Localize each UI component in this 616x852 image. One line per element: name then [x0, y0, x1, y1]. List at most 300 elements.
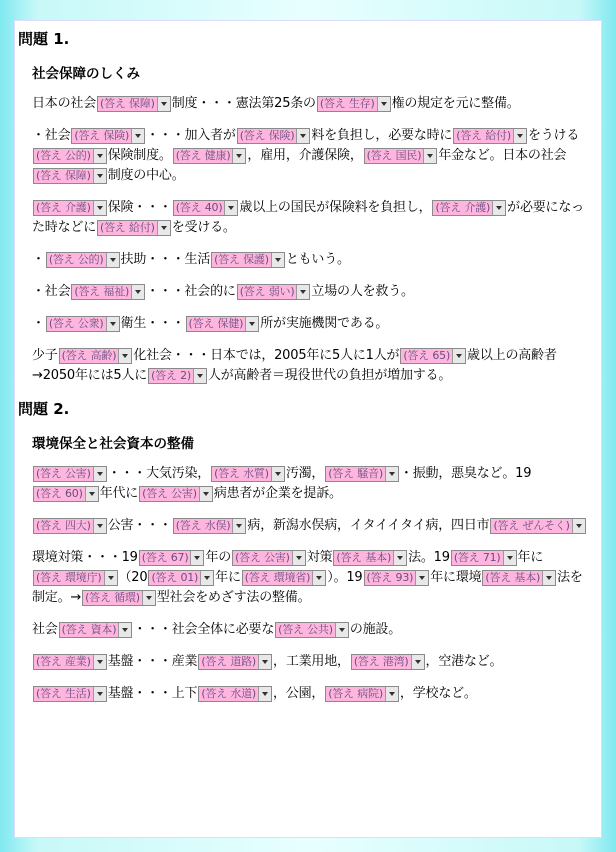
answer-label: (答え	[366, 570, 393, 584]
answer-dropdown[interactable]	[490, 518, 585, 534]
answer-dropdown[interactable]	[232, 550, 306, 566]
answer-label: (答え	[328, 686, 354, 700]
chevron-down-icon[interactable]	[377, 97, 390, 111]
answer-dropdown[interactable]	[333, 550, 407, 566]
chevron-down-icon[interactable]	[335, 623, 348, 637]
answer-label: (答え	[85, 590, 111, 604]
answer-value: 福祉)	[103, 284, 130, 298]
answer-dropdown[interactable]	[59, 622, 133, 638]
chevron-down-icon[interactable]	[572, 519, 585, 533]
answer-dropdown-value	[452, 551, 503, 565]
answer-value: 給付)	[129, 220, 155, 234]
question-1-title: 問題 1.	[18, 30, 70, 48]
answer-dropdown-value	[34, 655, 93, 669]
paragraph-text: 年に	[517, 550, 544, 565]
answer-dropdown-value	[140, 551, 191, 565]
answer-dropdown[interactable]	[71, 128, 145, 144]
answer-value: 公害)	[264, 550, 290, 564]
answer-value: 道路)	[230, 654, 257, 668]
chevron-down-icon[interactable]	[93, 169, 106, 183]
paragraph	[32, 346, 592, 386]
chevron-down-icon[interactable]	[142, 591, 155, 605]
answer-dropdown-value	[34, 487, 85, 501]
chevron-down-icon[interactable]	[106, 317, 119, 331]
answer-value: 保障)	[65, 168, 91, 182]
chevron-down-icon[interactable]	[93, 687, 106, 701]
chevron-down-icon[interactable]	[411, 655, 424, 669]
paragraph-text: （20	[118, 570, 148, 585]
paragraph-text: ともいう。	[285, 252, 350, 267]
paragraph-text: ）。19	[327, 570, 363, 585]
answer-dropdown[interactable]	[97, 96, 171, 112]
answer-dropdown-value	[34, 169, 93, 183]
paragraph-text: 制度の中心。	[107, 168, 185, 183]
chevron-down-icon[interactable]	[157, 221, 170, 235]
answer-dropdown[interactable]	[33, 168, 107, 184]
chevron-down-icon[interactable]	[542, 571, 555, 585]
chevron-down-icon[interactable]	[118, 349, 131, 363]
answer-label: (答え	[453, 550, 480, 564]
chevron-down-icon[interactable]	[106, 253, 119, 267]
answer-value: 高齢)	[90, 348, 117, 362]
answer-dropdown[interactable]	[242, 570, 327, 586]
question-2	[18, 398, 598, 704]
answer-dropdown-value	[352, 655, 411, 669]
answer-label: (答え	[151, 368, 177, 382]
answer-label: (答え	[336, 550, 363, 564]
answer-label: (答え	[100, 220, 126, 234]
chevron-down-icon[interactable]	[271, 253, 284, 267]
answer-dropdown-value	[174, 201, 225, 215]
answer-dropdown[interactable]	[325, 466, 399, 482]
paragraph-text: ，工業用地，	[273, 654, 350, 669]
answer-dropdown[interactable]	[46, 316, 120, 332]
chevron-down-icon[interactable]	[385, 687, 398, 701]
paragraph-text: 社会	[32, 622, 58, 637]
paragraph-text: 公害・・・	[107, 518, 172, 533]
answer-value: 65)	[432, 348, 451, 362]
paragraph-text: 料を負担し，必要な時に	[311, 128, 453, 143]
chevron-down-icon[interactable]	[271, 467, 284, 481]
answer-label: (答え	[366, 148, 393, 162]
answer-dropdown[interactable]	[237, 128, 311, 144]
paragraph-text: 少子	[32, 348, 58, 363]
answer-value: 生存)	[348, 96, 375, 110]
answer-dropdown-value	[212, 253, 271, 267]
answer-value: 水質)	[243, 466, 269, 480]
chevron-down-icon[interactable]	[157, 97, 170, 111]
answer-value: 67)	[170, 550, 189, 564]
paragraph	[32, 126, 592, 186]
answer-dropdown[interactable]	[173, 148, 247, 164]
paragraph-text: 基盤・・・産業	[107, 654, 198, 669]
answer-dropdown-value	[212, 467, 271, 481]
paragraph-text: 立場の人を救う。	[311, 284, 414, 299]
answer-dropdown-value	[72, 129, 131, 143]
paragraph-text: ，公園，	[273, 686, 325, 701]
answer-label: (答え	[201, 686, 228, 700]
paragraph-text: ・・・加入者が	[146, 128, 236, 143]
answer-label: (答え	[188, 316, 215, 330]
answer-dropdown-value	[34, 149, 93, 163]
answer-dropdown-value	[334, 551, 393, 565]
paragraph-text: 環境対策・・・19	[32, 550, 138, 565]
answer-value: 弱い)	[268, 284, 295, 298]
chevron-down-icon[interactable]	[193, 369, 206, 383]
paragraph-text: ・・・社会的に	[146, 284, 236, 299]
answer-value: 93)	[395, 570, 414, 584]
answer-label: (答え	[151, 570, 178, 584]
chevron-down-icon[interactable]	[513, 129, 526, 143]
answer-dropdown[interactable]	[482, 570, 556, 586]
answer-dropdown[interactable]	[139, 486, 213, 502]
question-1-paragraphs	[32, 94, 592, 386]
chevron-down-icon[interactable]	[393, 551, 406, 565]
chevron-down-icon[interactable]	[492, 201, 505, 215]
answer-value: 港湾)	[382, 654, 409, 668]
answer-value: 生活)	[65, 686, 91, 700]
paragraph-text: 年に	[215, 570, 241, 585]
paragraph	[32, 282, 592, 302]
chevron-down-icon[interactable]	[190, 551, 203, 565]
paragraph-text: をうける	[527, 128, 580, 143]
answer-dropdown[interactable]	[173, 518, 247, 534]
paragraph-text: 歳以上の高齢者→2050年には5人に	[32, 348, 557, 383]
answer-dropdown[interactable]	[198, 686, 272, 702]
paragraph	[32, 684, 592, 704]
answer-value: 公共)	[307, 622, 333, 636]
answer-value: 公害)	[65, 466, 91, 480]
answer-value: 産業)	[65, 654, 91, 668]
chevron-down-icon[interactable]	[85, 487, 98, 501]
answer-value: 保健)	[217, 316, 244, 330]
answer-dropdown-value	[483, 571, 542, 585]
paragraph-text: 年代に	[99, 486, 139, 501]
answer-dropdown[interactable]	[451, 550, 517, 566]
chevron-down-icon[interactable]	[296, 129, 309, 143]
answer-dropdown-value	[326, 687, 385, 701]
answer-value: 公的)	[65, 148, 91, 162]
answer-label: (答え	[36, 200, 62, 214]
answer-label: (答え	[48, 316, 75, 330]
paragraph-text: ・	[32, 252, 45, 267]
answer-label: (答え	[36, 466, 62, 480]
answer-label: (答え	[36, 654, 62, 668]
answer-value: 基本)	[514, 570, 541, 584]
answer-value: 71)	[482, 550, 501, 564]
answer-dropdown[interactable]	[325, 686, 399, 702]
answer-dropdown[interactable]	[351, 654, 425, 670]
answer-dropdown[interactable]	[148, 368, 207, 384]
answer-value: 資本)	[90, 622, 117, 636]
answer-dropdown-value	[238, 285, 297, 299]
answer-label: (答え	[403, 348, 430, 362]
answer-label: (答え	[235, 550, 261, 564]
answer-dropdown[interactable]	[275, 622, 349, 638]
chevron-down-icon[interactable]	[232, 149, 245, 163]
answer-dropdown[interactable]	[82, 590, 156, 606]
answer-dropdown[interactable]	[148, 570, 214, 586]
answer-dropdown[interactable]	[173, 200, 239, 216]
answer-label: (答え	[214, 466, 240, 480]
paragraph	[32, 464, 592, 504]
answer-value: 01)	[180, 570, 199, 584]
chevron-down-icon[interactable]	[200, 571, 213, 585]
answer-label: (答え	[36, 168, 62, 182]
answer-value: 40)	[204, 200, 223, 214]
paragraph-text: 日本の社会	[32, 96, 97, 111]
chevron-down-icon[interactable]	[385, 467, 398, 481]
answer-dropdown[interactable]	[71, 284, 145, 300]
answer-label: (答え	[214, 252, 240, 266]
answer-dropdown-value	[83, 591, 142, 605]
paragraph-text: 年の	[205, 550, 232, 565]
paragraph-text: ・振動，悪臭など。19	[399, 466, 532, 481]
answer-label: (答え	[175, 200, 202, 214]
answer-value: 公衆)	[77, 316, 104, 330]
paragraph-text: 汚濁，	[285, 466, 325, 481]
chevron-down-icon[interactable]	[118, 623, 131, 637]
paragraph	[32, 250, 592, 270]
answer-dropdown[interactable]	[33, 654, 107, 670]
question-2-subtitle: 環境保全と社会資本の整備	[32, 436, 194, 452]
answer-value: 保険)	[103, 128, 130, 142]
answer-dropdown[interactable]	[33, 148, 107, 164]
chevron-down-icon[interactable]	[93, 519, 106, 533]
answer-dropdown-value	[365, 149, 424, 163]
answer-value: 介護)	[65, 200, 91, 214]
answer-value: 循環)	[114, 590, 140, 604]
chevron-down-icon[interactable]	[245, 317, 258, 331]
paragraph-text: 法を制定。→	[32, 570, 583, 605]
paragraph-text: 権の規定を元に整備。	[391, 96, 520, 111]
paragraph-text: ・社会	[32, 128, 71, 143]
chevron-down-icon[interactable]	[423, 149, 436, 163]
answer-label: (答え	[328, 466, 354, 480]
answer-dropdown-value	[238, 129, 297, 143]
paragraph-text: ・社会	[32, 284, 71, 299]
paragraph-text: 扶助・・・生活	[120, 252, 211, 267]
answer-value: 騒音)	[357, 466, 383, 480]
answer-label: (答え	[141, 550, 168, 564]
paragraph	[32, 314, 592, 334]
chevron-down-icon[interactable]	[199, 487, 212, 501]
answer-dropdown[interactable]	[317, 96, 391, 112]
answer-dropdown-value	[233, 551, 292, 565]
question-2-title: 問題 2.	[18, 400, 70, 418]
answer-dropdown-value	[47, 317, 106, 331]
worksheet-content	[18, 28, 598, 716]
answer-dropdown[interactable]	[364, 570, 430, 586]
question-2-paragraphs	[32, 464, 592, 704]
answer-label: (答え	[36, 686, 62, 700]
question-1-subtitle: 社会保障のしくみ	[32, 66, 140, 82]
paragraph-text: 保険・・・	[107, 200, 172, 215]
chevron-down-icon[interactable]	[415, 571, 428, 585]
answer-label: (答え	[239, 128, 266, 142]
answer-label: (答え	[61, 348, 88, 362]
answer-value: 基本)	[365, 550, 392, 564]
answer-dropdown[interactable]	[453, 128, 527, 144]
answer-dropdown-value	[187, 317, 246, 331]
answer-dropdown-value	[318, 97, 377, 111]
answer-dropdown-value	[149, 369, 193, 383]
answer-label: (答え	[201, 654, 228, 668]
paragraph-text: 法。19	[408, 550, 450, 565]
answer-dropdown-value	[149, 571, 200, 585]
answer-label: (答え	[239, 284, 266, 298]
answer-value: 介護)	[464, 200, 491, 214]
chevron-down-icon[interactable]	[503, 551, 516, 565]
answer-value: 環境庁)	[65, 570, 102, 584]
answer-label: (答え	[36, 570, 62, 584]
paragraph-text: が必要になった時などに	[32, 200, 584, 235]
paragraph-text: ・・・社会全体に必要な	[133, 622, 275, 637]
paragraph-text: ・・・大気汚染，	[107, 466, 211, 481]
answer-value: 水俣)	[204, 518, 231, 532]
answer-dropdown-value	[34, 519, 93, 533]
paragraph-text: ，雇用，介護保険，	[247, 148, 363, 163]
answer-label: (答え	[36, 486, 62, 500]
answer-dropdown-value	[199, 687, 258, 701]
paragraph-text: 衛生・・・	[120, 316, 185, 331]
answer-dropdown-value	[433, 201, 492, 215]
answer-dropdown-value	[326, 467, 385, 481]
paragraph-text: 保険制度。	[107, 148, 172, 163]
answer-dropdown-value	[34, 571, 104, 585]
answer-dropdown-value	[60, 349, 119, 363]
answer-dropdown[interactable]	[139, 550, 205, 566]
answer-dropdown-value	[491, 519, 571, 533]
question-1	[18, 28, 598, 386]
answer-dropdown[interactable]	[237, 284, 311, 300]
answer-label: (答え	[61, 622, 88, 636]
chevron-down-icon[interactable]	[93, 201, 106, 215]
answer-value: 保護)	[243, 252, 269, 266]
answer-label: (答え	[278, 622, 304, 636]
answer-dropdown-value	[98, 97, 157, 111]
paragraph-text: 基盤・・・上下	[107, 686, 198, 701]
chevron-down-icon[interactable]	[93, 655, 106, 669]
answer-value: 保険)	[268, 128, 295, 142]
paragraph-text: 型社会をめざす法の整備。	[156, 590, 311, 605]
answer-dropdown-value	[454, 129, 513, 143]
paragraph	[32, 94, 592, 114]
chevron-down-icon[interactable]	[232, 519, 245, 533]
answer-value: 病院)	[357, 686, 383, 700]
answer-dropdown-value	[276, 623, 335, 637]
paragraph-text: を受ける。	[171, 220, 236, 235]
paragraph-text: 病患者が企業を提訴。	[213, 486, 342, 501]
paragraph	[32, 516, 592, 536]
answer-dropdown[interactable]	[198, 654, 272, 670]
answer-label: (答え	[36, 518, 62, 532]
answer-dropdown[interactable]	[432, 200, 506, 216]
paragraph-text: 人が高齢者＝現役世代の負担が増加する。	[207, 368, 452, 383]
answer-value: 水道)	[230, 686, 257, 700]
answer-dropdown-value	[174, 519, 233, 533]
chevron-down-icon[interactable]	[131, 129, 144, 143]
answer-label: (答え	[142, 486, 168, 500]
chevron-down-icon[interactable]	[104, 571, 117, 585]
answer-dropdown[interactable]	[33, 466, 107, 482]
answer-dropdown-value	[60, 623, 119, 637]
answer-label: (答え	[353, 654, 380, 668]
chevron-down-icon[interactable]	[452, 349, 465, 363]
answer-value: 60)	[65, 486, 83, 500]
answer-dropdown[interactable]	[46, 252, 120, 268]
answer-value: 給付)	[485, 128, 511, 142]
paragraph-text: 制度・・・憲法第25条の	[171, 96, 316, 111]
chevron-down-icon[interactable]	[258, 687, 271, 701]
chevron-down-icon[interactable]	[292, 551, 305, 565]
chevron-down-icon[interactable]	[296, 285, 309, 299]
answer-dropdown[interactable]	[33, 486, 99, 502]
chevron-down-icon[interactable]	[131, 285, 144, 299]
answer-dropdown[interactable]	[97, 220, 171, 236]
answer-value: 保障)	[129, 96, 155, 110]
paragraph-text: 病，新潟水俣病，イタイイタイ病，四日市	[247, 518, 490, 533]
answer-dropdown[interactable]	[211, 252, 285, 268]
answer-dropdown[interactable]	[400, 348, 466, 364]
question-2-body	[18, 434, 598, 704]
answer-dropdown[interactable]	[186, 316, 260, 332]
question-1-body	[18, 64, 598, 386]
answer-label: (答え	[319, 96, 346, 110]
answer-dropdown-value	[140, 487, 199, 501]
chevron-down-icon[interactable]	[93, 149, 106, 163]
paragraph-text: ・	[32, 316, 45, 331]
chevron-down-icon[interactable]	[258, 655, 271, 669]
answer-label: (答え	[456, 128, 482, 142]
answer-value: 2)	[180, 368, 191, 382]
answer-dropdown-value	[47, 253, 106, 267]
paragraph-text: 所が実施機関である。	[260, 316, 389, 331]
answer-dropdown[interactable]	[33, 570, 118, 586]
answer-label: (答え	[485, 570, 512, 584]
answer-label: (答え	[36, 148, 62, 162]
answer-value: 公的)	[77, 252, 104, 266]
answer-dropdown[interactable]	[33, 518, 107, 534]
answer-value: 四大)	[65, 518, 91, 532]
answer-dropdown-value	[34, 687, 93, 701]
chevron-down-icon[interactable]	[224, 201, 237, 215]
answer-label: (答え	[493, 518, 520, 532]
answer-value: 国民)	[395, 148, 422, 162]
answer-dropdown[interactable]	[33, 200, 107, 216]
answer-value: 公害)	[171, 486, 197, 500]
worksheet-page	[14, 20, 602, 838]
answer-dropdown-value	[199, 655, 258, 669]
answer-label: (答え	[435, 200, 462, 214]
paragraph-text: ，学校など。	[399, 686, 477, 701]
chevron-down-icon[interactable]	[312, 571, 325, 585]
answer-dropdown[interactable]	[59, 348, 133, 364]
answer-dropdown-value	[243, 571, 313, 585]
paragraph-text: 歳以上の国民が保険料を負担し，	[239, 200, 432, 215]
answer-dropdown[interactable]	[211, 466, 285, 482]
answer-dropdown[interactable]	[33, 686, 107, 702]
answer-dropdown-value	[98, 221, 157, 235]
chevron-down-icon[interactable]	[93, 467, 106, 481]
paragraph	[32, 548, 592, 608]
paragraph	[32, 620, 592, 640]
paragraph	[32, 198, 592, 238]
answer-dropdown[interactable]	[364, 148, 438, 164]
paragraph-text: ，空港など。	[425, 654, 503, 669]
answer-label: (答え	[175, 518, 202, 532]
answer-label: (答え	[74, 284, 101, 298]
